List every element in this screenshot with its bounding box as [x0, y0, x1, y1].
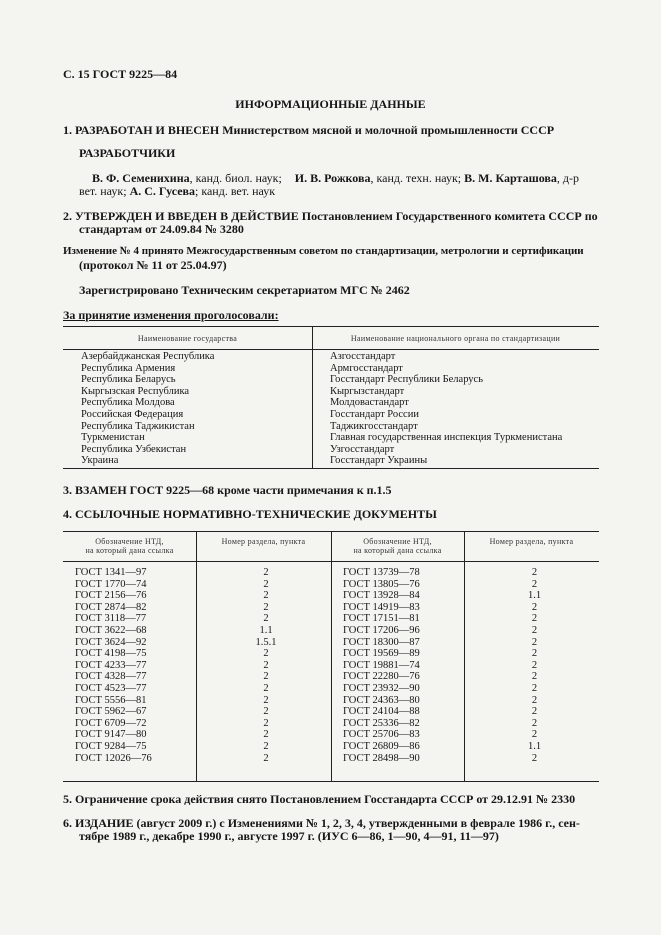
ref-section-number: 2 [531, 717, 538, 729]
section-6-line-2: тябре 1989 г., декабре 1990 г., августе 1997 г. (ИУС 6—86, 1—90, 4—91, 11—97) [79, 829, 499, 843]
ref-section-number: 2 [263, 706, 269, 718]
section-6-lead: 6. ИЗДАНИЕ [63, 816, 134, 830]
ref-doc: ГОСТ 1770—74 [75, 578, 147, 590]
ref-doc: ГОСТ 25336—82 [343, 717, 420, 729]
ref-section-number: 2 [531, 682, 538, 694]
voters-col-body-header: Наименование национального органа по стандартизации [350, 334, 561, 343]
ref-doc: ГОСТ 17206—96 [343, 624, 420, 636]
ref-doc: ГОСТ 19881—74 [343, 659, 420, 671]
section-1 [63, 123, 554, 138]
ref-doc: ГОСТ 19569—89 [343, 648, 420, 660]
developer-degree: , д-р [556, 171, 579, 185]
ref-section-number: 2 [263, 671, 269, 683]
developers-line-2 [79, 184, 275, 199]
ref-doc: ГОСТ 24104—88 [343, 706, 420, 718]
ref-doc: ГОСТ 2156—76 [75, 590, 147, 602]
refs-right-docs [343, 567, 420, 764]
voter-standards-body: Кыргызстандарт [330, 385, 405, 397]
ref-doc: ГОСТ 3622—68 [75, 624, 147, 636]
voter-state: Республика Таджикистан [81, 420, 195, 432]
ref-section-number: 2 [531, 648, 538, 660]
ref-doc: ГОСТ 13928—84 [343, 590, 420, 602]
ref-doc: ГОСТ 4328—77 [75, 671, 147, 683]
section-3: 3. ВЗАМЕН ГОСТ 9225—68 кроме части примечания к п.1.5 [63, 483, 392, 497]
ref-doc: ГОСТ 18300—87 [343, 636, 420, 648]
ref-section-number: 2 [531, 624, 538, 636]
ref-doc: ГОСТ 5962—67 [75, 706, 147, 718]
ref-section-number: 1.1 [527, 740, 542, 752]
developer-name: И. В. Рожкова [294, 171, 371, 185]
ref-section-number: 2 [531, 601, 538, 613]
ref-section-number: 2 [263, 740, 269, 752]
voter-state: Республика Беларусь [81, 374, 176, 386]
ref-section-number: 2 [531, 671, 538, 683]
page-header: С. 15 ГОСТ 9225—84 [63, 67, 178, 81]
ref-doc: ГОСТ 17151—81 [343, 613, 420, 625]
ref-section-number: 2 [263, 694, 269, 706]
change-line-2: (протокол № 11 от 25.04.97) [79, 258, 227, 272]
developers-label: РАЗРАБОТЧИКИ [79, 146, 176, 160]
section-1-lead: 1. РАЗРАБОТАН И ВНЕСЕН [63, 123, 220, 137]
refs-header-num-right: Номер раздела, пункта [489, 537, 574, 546]
voter-standards-body: Молдовастандарт [330, 397, 409, 409]
ref-section-number: 2 [531, 636, 538, 648]
voter-state: Республика Молдова [81, 397, 175, 409]
change-line-1: Изменение № 4 принято Межгосударственным советом по стандартизации, метрологии и сертификации [63, 245, 584, 257]
developer-degree: , канд. биол. наук; [189, 171, 282, 185]
ref-section-number: 2 [263, 578, 269, 590]
ref-doc: ГОСТ 26809—86 [343, 740, 420, 752]
voter-standards-body: Таджикгосстандарт [330, 420, 418, 432]
ref-doc: ГОСТ 2874—82 [75, 601, 147, 613]
voter-standards-body: Госстандарт Украины [330, 455, 428, 467]
refs-header-doc-left: Обозначение НТД, на который дана ссылка [85, 537, 174, 555]
ref-section-number: 2 [263, 682, 269, 694]
ref-doc: ГОСТ 23932—90 [343, 682, 420, 694]
ref-doc: ГОСТ 3118—77 [75, 613, 147, 625]
ref-section-number: 2 [263, 590, 269, 602]
section-4: 4. ССЫЛОЧНЫЕ НОРМАТИВНО-ТЕХНИЧЕСКИЕ ДОКУМЕНТЫ [63, 507, 437, 521]
voters-col-state-header: Наименование государства [137, 334, 238, 343]
refs-right-nums [464, 567, 605, 764]
voter-state: Туркменистан [81, 432, 145, 444]
section-5: 5. Ограничение срока действия снято Постановлением Госстандарта СССР от 29.12.91 № 2330 [63, 792, 576, 806]
registered-note: Зарегистрировано Техническим секретариатом МГС № 2462 [79, 283, 410, 297]
ref-doc: ГОСТ 13805—76 [343, 578, 420, 590]
voter-standards-body: Главная государственная инспекция Туркменистана [330, 432, 563, 444]
ref-doc: ГОСТ 5556—81 [75, 694, 147, 706]
ref-doc: ГОСТ 3624—92 [75, 636, 147, 648]
ref-section-number: 2 [531, 659, 538, 671]
page-title: ИНФОРМАЦИОННЫЕ ДАННЫЕ [235, 97, 426, 111]
ref-doc: ГОСТ 6709—72 [75, 717, 147, 729]
voter-standards-body: Госстандарт России [330, 408, 419, 420]
section-2-text: Постановлением Государственного комитета СССР по [301, 209, 598, 223]
ref-section-number: 1.1 [527, 590, 542, 602]
ref-section-number: 2 [263, 613, 269, 625]
ref-section-number: 2 [263, 717, 269, 729]
voters-states-list [81, 351, 214, 467]
developer-name: В. Ф. Семенихина [92, 171, 190, 185]
ref-doc: ГОСТ 22280—76 [343, 671, 420, 683]
ref-section-number: 2 [531, 567, 538, 578]
developer-name: В. М. Карташова [464, 171, 557, 185]
section-6-text: (август 2009 г.) с Изменениями № 1, 2, 3, 4, утвержденными в феврале 1986 г., сен- [136, 816, 580, 830]
voter-state: Украина [81, 455, 119, 467]
section-2-line-2: стандартам от 24.09.84 № 3280 [79, 222, 244, 236]
section-1-text: Министерством мясной и молочной промышленности СССР [222, 123, 555, 137]
refs-left-docs [75, 567, 152, 764]
ref-section-number: 2 [531, 729, 538, 741]
developer-degree: ; канд. вет. наук [195, 184, 276, 198]
ref-doc: ГОСТ 14919—83 [343, 601, 420, 613]
ref-doc: ГОСТ 4198—75 [75, 648, 147, 660]
ref-section-number: 2 [263, 567, 269, 578]
voter-state: Российская Федерация [81, 408, 184, 420]
voters-bodies-list [330, 351, 562, 467]
ref-section-number: 2 [531, 613, 538, 625]
ref-doc: ГОСТ 25706—83 [343, 729, 420, 741]
refs-header-doc-right: Обозначение НТД, на который дана ссылка [353, 537, 442, 555]
ref-section-number: 2 [531, 706, 538, 718]
ref-section-number: 2 [263, 752, 269, 764]
developer-degree: , канд. техн. наук; [370, 171, 462, 185]
ref-section-number: 2 [263, 601, 269, 613]
ref-doc: ГОСТ 24363—80 [343, 694, 420, 706]
voter-state: Азербайджанская Республика [81, 351, 215, 362]
developer-degree: вет. наук; [79, 184, 127, 198]
voted-label: За принятие изменения проголосовали: [63, 308, 279, 322]
ref-section-number: 2 [263, 659, 269, 671]
ref-doc: ГОСТ 28498—90 [343, 752, 420, 764]
ref-doc: ГОСТ 4523—77 [75, 682, 147, 694]
section-2-lead: 2. УТВЕРЖДЕН И ВВЕДЕН В ДЕЙСТВИЕ [63, 209, 299, 223]
ref-doc: ГОСТ 4233—77 [75, 659, 147, 671]
ref-doc: ГОСТ 12026—76 [75, 752, 152, 764]
developer-name: А. С. Гусева [129, 184, 195, 198]
ref-doc: ГОСТ 13739—78 [343, 567, 420, 578]
voter-state: Республика Узбекистан [81, 443, 187, 455]
ref-section-number: 2 [531, 694, 538, 706]
ref-section-number: 2 [263, 648, 269, 660]
ref-section-number: 1.5.1 [255, 636, 277, 648]
ref-section-number: 2 [531, 578, 538, 590]
ref-section-number: 1.1 [259, 624, 273, 636]
ref-doc: ГОСТ 1341—97 [75, 567, 147, 578]
voter-standards-body: Армгосстандарт [330, 362, 403, 374]
voter-standards-body: Узгосстандарт [330, 443, 395, 455]
ref-section-number: 2 [531, 752, 538, 764]
voter-state: Кыргызская Республика [81, 385, 190, 397]
ref-doc: ГОСТ 9147—80 [75, 729, 147, 741]
refs-left-nums [196, 567, 336, 764]
ref-doc: ГОСТ 9284—75 [75, 740, 147, 752]
refs-header-num-left: Номер раздела, пункта [221, 537, 306, 546]
voter-state: Республика Армения [81, 362, 176, 374]
voter-standards-body: Азгосстандарт [330, 351, 396, 362]
voter-standards-body: Госстандарт Республики Беларусь [330, 374, 484, 386]
ref-section-number: 2 [263, 729, 269, 741]
